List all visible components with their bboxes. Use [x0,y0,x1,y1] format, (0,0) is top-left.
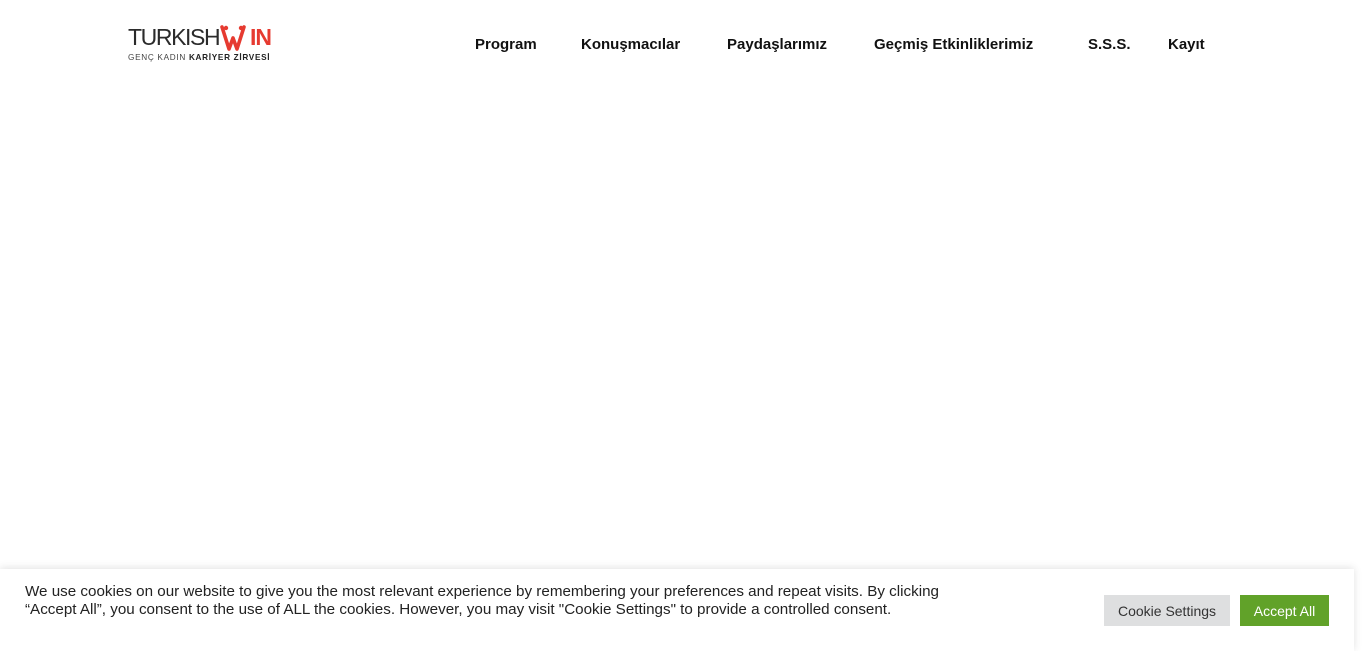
logo-in-text: IN [250,24,271,50]
logo-subtitle-bold: KARİYER ZİRVESİ [188,53,271,62]
logo-subtitle-light: GENÇ KADIN [128,53,189,62]
nav-item-sss[interactable]: S.S.S. [1088,36,1131,53]
cookie-settings-button[interactable]: Cookie Settings [1104,595,1230,626]
accept-all-button[interactable]: Accept All [1240,595,1329,626]
cookie-consent-text: We use cookies on our website to give you the most relevant experience by remembering your preferences and repeat visits. By clicking “Accept All”, you consent to the use of ALL the cookies. However, you may visit "Cookie Settings" to provide a controlled consent. [25,583,939,618]
logo-turkish-text: TURKISH [128,24,220,50]
nav-item-kayit[interactable]: Kayıt [1168,36,1205,53]
nav-item-paydaslarimiz[interactable]: Paydaşlarımız [727,36,828,53]
nav-item-gecmis-etkinliklerimiz[interactable]: Geçmiş Etkinliklerimiz [874,36,1034,53]
nav-item-konusmacilar[interactable]: Konuşmacılar [581,36,681,53]
cookie-consent-banner [0,569,1354,651]
main-nav [0,36,1366,56]
nav-item-program[interactable]: Program [475,36,537,53]
site-header [0,0,1366,92]
